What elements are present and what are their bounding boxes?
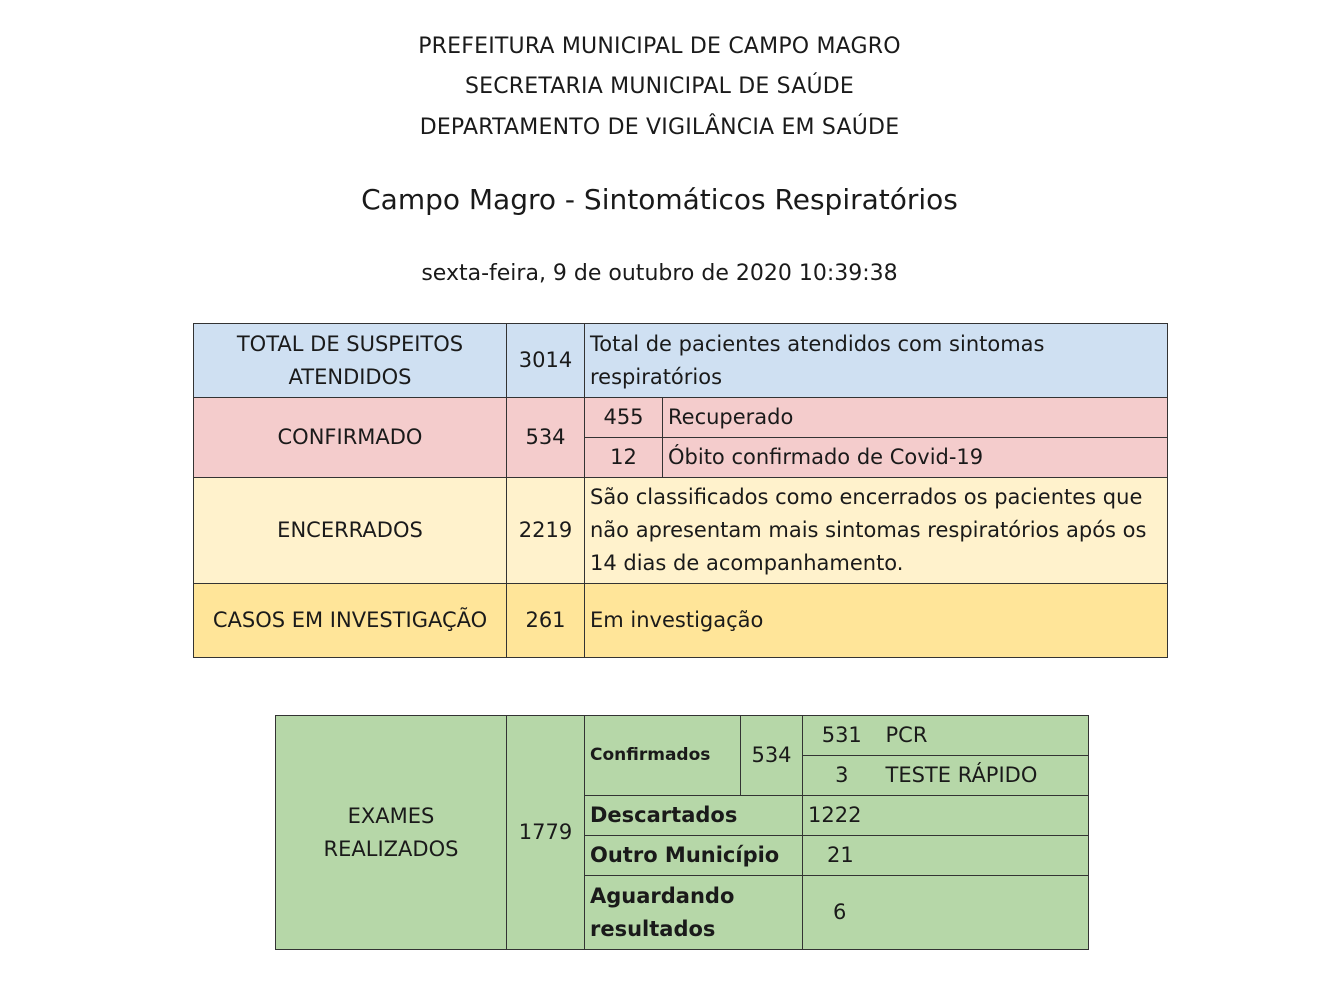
header-departamento: DEPARTAMENTO DE VIGILÂNCIA EM SAÚDE [419, 115, 900, 140]
aguardando-value: 6 [803, 876, 1089, 950]
exams-value: 1779 [507, 716, 585, 950]
descartados-label: Descartados [585, 796, 803, 836]
header-prefeitura: PREFEITURA MUNICIPAL DE CAMPO MAGRO [418, 34, 901, 59]
row-encerrados [194, 478, 1168, 584]
pcr-value: 531 [803, 716, 881, 756]
obito-label: Óbito confirmado de Covid-19 [663, 438, 1168, 478]
report-date: sexta-feira, 9 de outubro de 2020 10:39:38 [421, 261, 898, 286]
encerrados-value: 2219 [507, 478, 585, 584]
total-label: TOTAL DE SUSPEITOS ATENDIDOS [194, 324, 507, 398]
investigacao-description: Em investigação [585, 584, 1168, 658]
row-total [194, 324, 1168, 398]
outro-municipio-label: Outro Município [585, 836, 803, 876]
obito-value: 12 [585, 438, 663, 478]
row-investigacao [194, 584, 1168, 658]
confirmados-label: Confirmados [585, 716, 741, 796]
aguardando-label: Aguardando resultados [585, 876, 803, 950]
investigacao-value: 261 [507, 584, 585, 658]
confirmados-value: 534 [741, 716, 803, 796]
total-description: Total de pacientes atendidos com sintomas respiratórios [585, 324, 1168, 398]
pcr-label: PCR [881, 716, 1089, 756]
total-value: 3014 [507, 324, 585, 398]
recuperado-label: Recuperado [663, 398, 1168, 438]
teste-rapido-label: TESTE RÁPIDO [881, 756, 1089, 796]
encerrados-label: ENCERRADOS [194, 478, 507, 584]
outro-municipio-value: 21 [803, 836, 1089, 876]
confirmado-label: CONFIRMADO [194, 398, 507, 478]
confirmado-value: 534 [507, 398, 585, 478]
recuperado-value: 455 [585, 398, 663, 438]
investigacao-label: CASOS EM INVESTIGAÇÃO [194, 584, 507, 658]
exams-row-pcr [276, 716, 1089, 756]
exams-table [275, 715, 1089, 950]
teste-rapido-value: 3 [803, 756, 881, 796]
summary-table [193, 323, 1168, 658]
page-title: Campo Magro - Sintomáticos Respiratórios [361, 183, 958, 216]
encerrados-description: São classificados como encerrados os pacientes que não apresentam mais sintomas respiratórios após os 14 dias de acompanhamento. [585, 478, 1168, 584]
header-secretaria: SECRETARIA MUNICIPAL DE SAÚDE [464, 74, 855, 99]
row-confirmado-1 [194, 398, 1168, 438]
exams-label: EXAMES REALIZADOS [276, 716, 507, 950]
descartados-value: 1222 [803, 796, 1089, 836]
